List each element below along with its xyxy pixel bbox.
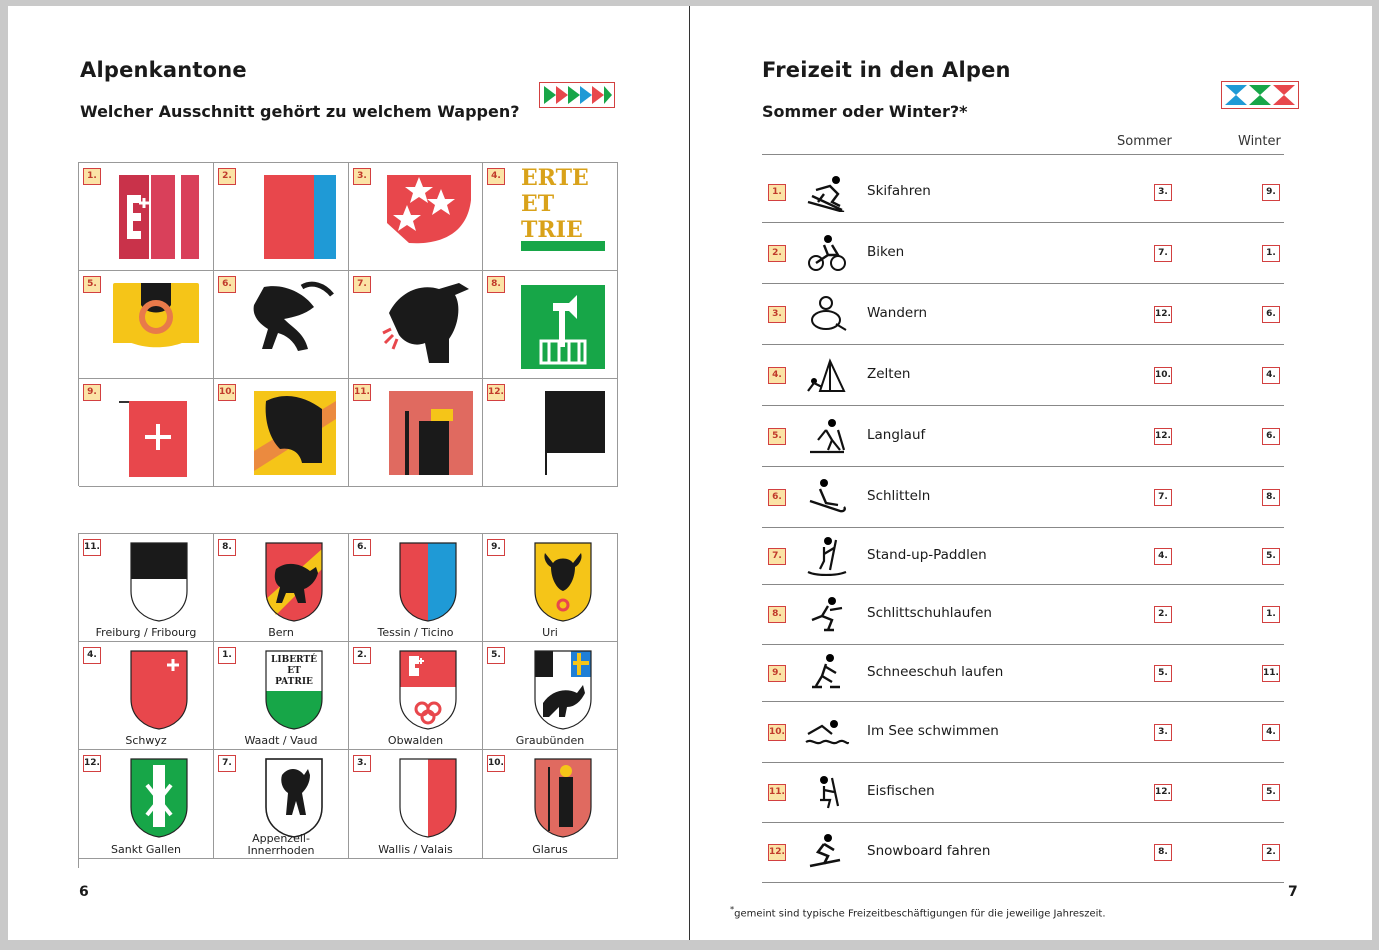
crest-motto-text: LIBERTÉ [271,655,317,665]
crest-image [261,755,327,841]
cutout-image [483,381,613,485]
crest-motto-text: ET [287,666,301,676]
cutout-cell [79,379,214,487]
cutout-cell [79,163,214,271]
crest-number: 7. [218,755,236,772]
cutout-number: 4. [487,168,505,185]
summer-answer: 7. [1154,489,1172,506]
crest-image [530,539,596,625]
winter-answer: 11. [1262,665,1280,682]
winter-answer: 1. [1262,245,1280,262]
crest-cell [483,642,618,750]
activity-number: 8. [768,606,786,623]
activity-number: 4. [768,367,786,384]
cutout-number: 12. [487,384,505,401]
winter-answer: 8. [1262,489,1280,506]
activity-name: Schlittschuhlaufen [867,605,992,621]
activity-name: Zelten [867,366,911,382]
cutout-motto-text: TRIE [521,217,583,243]
cutout-motto-text: ERTE [521,165,589,191]
crest-number: 1. [218,647,236,664]
crest-number: 4. [83,647,101,664]
activity-row [762,466,1284,528]
cutout-number: 6. [218,276,236,293]
cutout-number: 1. [83,168,101,185]
crest-name: Freiburg / Fribourg [95,626,197,639]
cutout-image [79,273,209,377]
crest-image [261,647,327,733]
activity-number: 12. [768,844,786,861]
page-subtitle: Welcher Ausschnitt gehört zu welchem Wappen? [80,102,520,121]
activity-number: 11. [768,784,786,801]
cutout-number: 3. [353,168,371,185]
activity-row [762,822,1284,883]
crest-image [126,647,192,733]
crest-name: Glarus [532,843,568,856]
crest-image [261,539,327,625]
crest-image [395,755,461,841]
crest-name: Appenzell- Innerrhoden [247,832,315,857]
summer-answer: 7. [1154,245,1172,262]
winter-answer: 4. [1262,367,1280,384]
activity-name: Im See schwimmen [867,723,999,739]
crest-number: 11. [83,539,101,556]
activity-number: 3. [768,306,786,323]
summer-answer: 12. [1154,784,1172,801]
crest-cell [214,534,349,642]
crest-cell [79,534,214,642]
crest-name: Obwalden [387,734,444,747]
crest-name: Tessin / Ticino [377,626,454,639]
winter-answer: 4. [1262,724,1280,741]
page-title: Alpenkantone [80,58,247,82]
hiking-icon [802,294,850,334]
crest-name: Sankt Gallen [111,843,181,856]
crest-image [126,755,192,841]
right-page [690,6,1372,940]
cutout-image [483,273,613,377]
crest-name: Waadt / Vaud [244,734,318,747]
winter-answer: 5. [1262,548,1280,565]
series-logo [539,82,615,108]
summer-answer: 2. [1154,606,1172,623]
crest-number: 10. [487,755,505,772]
crest-cell [483,534,618,642]
activity-number: 9. [768,665,786,682]
cutout-cell [79,271,214,379]
crest-image [395,539,461,625]
cutout-image [214,273,344,377]
column-header-summer: Sommer [1117,134,1172,149]
crest-number: 5. [487,647,505,664]
ice-fishing-icon [802,772,850,812]
swimming-icon [802,712,850,752]
crest-image [126,539,192,625]
winter-answer: 6. [1262,306,1280,323]
page-number: 7 [1288,884,1298,900]
cutout-number: 5. [83,276,101,293]
column-header-winter: Winter [1238,134,1281,149]
crest-cell [214,750,349,859]
page-subtitle: Sommer oder Winter?* [762,102,968,121]
crest-number: 12. [83,755,101,772]
table-top-rule [762,154,1284,155]
sledding-icon [802,477,850,517]
cutout-grid [78,162,618,486]
cutout-cell [483,163,618,271]
cutout-image [349,273,479,377]
cutout-cell [349,163,483,271]
cutout-number: 11. [353,384,371,401]
page-title: Freizeit in den Alpen [762,58,1011,82]
cutout-image [349,381,479,485]
ice-skating-icon [802,594,850,634]
summer-answer: 4. [1154,548,1172,565]
activity-number: 7. [768,548,786,565]
crest-name: Wallis / Valais [378,843,453,856]
crest-number: 8. [218,539,236,556]
crest-image [530,755,596,841]
crest-number: 6. [353,539,371,556]
activity-name: Skifahren [867,183,931,199]
cross-country-ski-icon [802,416,850,456]
footnote-mark: * [730,904,735,914]
crest-image [395,647,461,733]
activity-number: 1. [768,184,786,201]
crest-number: 2. [353,647,371,664]
activity-number: 2. [768,245,786,262]
snowshoe-icon [802,653,850,693]
cutout-image [214,165,344,269]
cutout-cell [214,379,349,487]
cutout-image [483,165,613,269]
crest-name: Bern [268,626,294,639]
logo-graphic [540,83,614,107]
winter-answer: 2. [1262,844,1280,861]
activity-name: Biken [867,244,905,260]
crest-cell [483,750,618,859]
cutout-cell [349,271,483,379]
activity-number: 5. [768,428,786,445]
activity-row [762,283,1284,345]
activity-row [762,584,1284,645]
activity-row [762,527,1284,585]
cutout-cell [483,379,618,487]
activity-row [762,161,1284,223]
cutout-number: 2. [218,168,236,185]
summer-answer: 3. [1154,724,1172,741]
activity-name: Snowboard fahren [867,843,991,859]
footnote [730,904,1106,919]
cutout-number: 10. [218,384,236,401]
crest-name: Graubünden [515,734,585,747]
crest-image [530,647,596,733]
crest-grid [78,533,618,868]
winter-answer: 1. [1262,606,1280,623]
cutout-number: 7. [353,276,371,293]
summer-answer: 8. [1154,844,1172,861]
activity-row [762,405,1284,467]
cutout-cell [214,163,349,271]
activity-name: Wandern [867,305,928,321]
crest-name: Schwyz [125,734,167,747]
crest-name: Uri [542,626,558,639]
snowboard-icon [802,832,850,872]
winter-answer: 6. [1262,428,1280,445]
activity-name: Schlitteln [867,488,931,504]
skiing-icon [802,172,850,212]
crest-cell [349,642,483,750]
winter-answer: 5. [1262,784,1280,801]
activity-name: Langlauf [867,427,926,443]
summer-answer: 5. [1154,665,1172,682]
biking-icon [802,233,850,273]
crest-cell [79,642,214,750]
page-number: 6 [79,884,89,900]
cutout-image [79,165,209,269]
crest-number: 9. [487,539,505,556]
winter-answer: 9. [1262,184,1280,201]
activity-name: Stand-up-Paddlen [867,547,987,563]
series-logo [1221,81,1299,109]
crest-cell [349,534,483,642]
activity-row [762,222,1284,284]
crest-cell [79,750,214,859]
summer-answer: 3. [1154,184,1172,201]
crest-number: 3. [353,755,371,772]
activity-row [762,762,1284,823]
activity-number: 6. [768,489,786,506]
cutout-cell [214,271,349,379]
cutout-cell [349,379,483,487]
cutout-image [214,381,344,485]
crest-cell [349,750,483,859]
cutout-motto-text: ET [521,191,555,217]
crest-cell [214,642,349,750]
cutout-number: 9. [83,384,101,401]
summer-answer: 12. [1154,428,1172,445]
summer-answer: 10. [1154,367,1172,384]
paddle-icon [802,536,850,576]
camping-icon [802,355,850,395]
left-page [8,6,689,940]
footnote-text: gemeint sind typische Freizeitbeschäftigungen für die jeweilige Jahreszeit. [734,908,1106,920]
logo-graphic [1222,82,1298,108]
cutout-number: 8. [487,276,505,293]
activity-row [762,644,1284,702]
cutout-cell [483,271,618,379]
cutout-image [349,165,479,269]
activity-number: 10. [768,724,786,741]
activity-name: Eisfischen [867,783,935,799]
activity-row [762,701,1284,763]
cutout-image [79,381,209,485]
activity-row [762,344,1284,406]
activity-name: Schneeschuh laufen [867,664,1004,680]
summer-answer: 12. [1154,306,1172,323]
crest-motto-text: PATRIE [275,677,313,687]
